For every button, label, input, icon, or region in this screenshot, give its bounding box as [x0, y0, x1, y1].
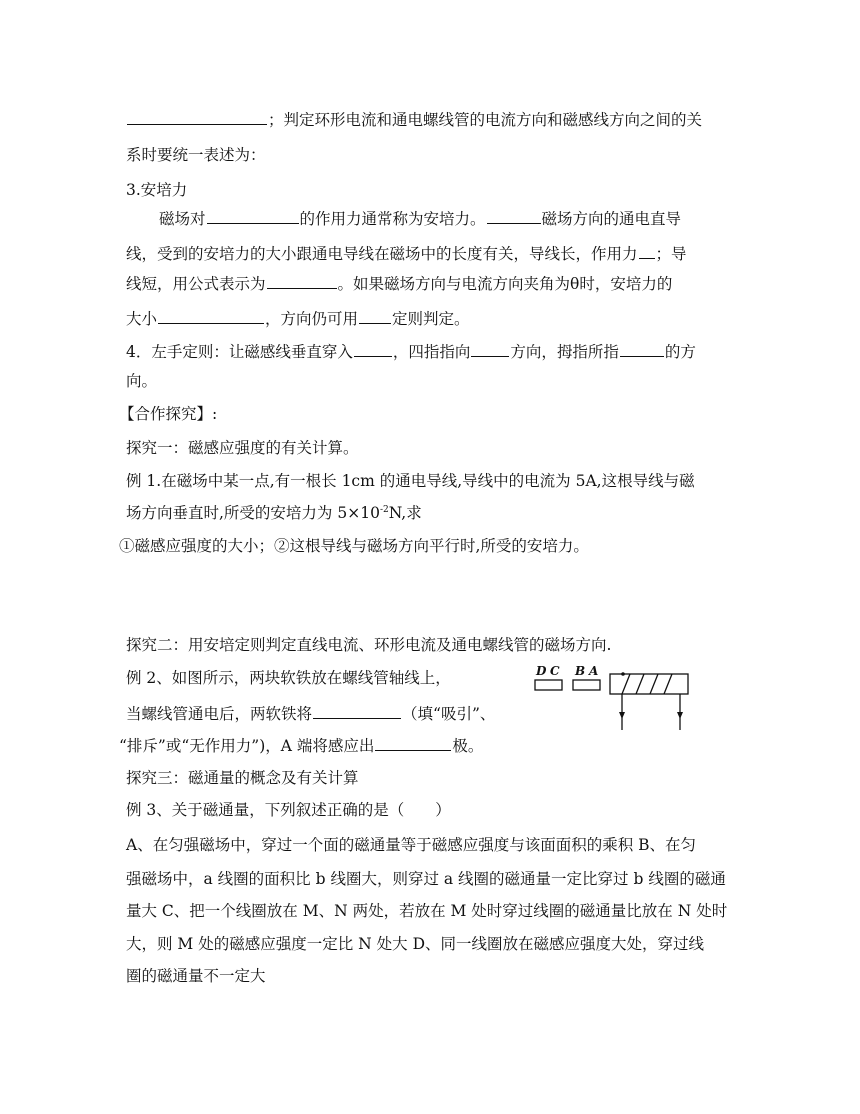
- text-line-21: [126, 834, 696, 856]
- blank: [127, 108, 267, 125]
- blank: [620, 340, 664, 357]
- text: 。如果磁场方向与电流方向夹角为θ时，安培力的: [337, 275, 673, 293]
- soft-iron-ba: [573, 680, 600, 690]
- section-heading-ampere-force: [126, 179, 187, 201]
- text: ，方向仍可用: [265, 310, 359, 328]
- text-line-25: [126, 965, 266, 987]
- text: 场方向垂直时,所受的安培力为 5×10: [126, 504, 380, 522]
- text: 当螺线管通电后，两软铁将: [126, 705, 313, 723]
- text-line-22: [126, 868, 726, 890]
- text-line-23: [126, 900, 727, 922]
- solenoid-core: [610, 674, 688, 694]
- label-b: B: [575, 664, 586, 678]
- text: 系时要统一表述为：: [126, 146, 266, 164]
- text: 线短，用公式表示为: [126, 275, 266, 293]
- text: 线，受到的安培力的大小跟通电导线在磁场中的长度有关，导线长，作用力: [126, 245, 638, 263]
- text-line-2: [126, 144, 266, 166]
- blank: [375, 734, 451, 751]
- text: 向。: [126, 372, 158, 390]
- text: ①磁感应强度的大小；②这根导线与磁场方向平行时,所受的安培力。: [119, 537, 589, 555]
- label-c: C: [550, 664, 560, 678]
- blank: [313, 702, 401, 719]
- blank: [487, 207, 541, 224]
- text: 探究三：磁通量的概念及有关计算: [126, 769, 359, 787]
- blank: [639, 242, 655, 259]
- text-line-8: [126, 340, 696, 363]
- text: 定则判定。: [392, 310, 470, 328]
- text: 的方: [664, 343, 696, 361]
- text: 极。: [452, 737, 484, 755]
- blank: [359, 307, 391, 324]
- text: ；判定环形电流和通电螺线管的电流方向和磁感线方向之间的关: [268, 111, 703, 129]
- text: 大小: [126, 310, 158, 328]
- text-line-6: [126, 272, 672, 295]
- text-line-11: [126, 437, 359, 459]
- text: 探究二：用安培定则判定直线电流、环形电流及通电螺线管的磁场方向.: [126, 636, 612, 654]
- text: ，四指指向: [392, 343, 471, 361]
- exponent: -2: [379, 504, 389, 515]
- text-line-18: [119, 734, 483, 757]
- text-line-4: [159, 207, 681, 230]
- blank: [158, 307, 264, 324]
- text: 量大 C、把一个线圈放在 M、N 两处，若放在 M 处时穿过线圈的磁通量比放在 N 处时: [126, 902, 728, 920]
- text-line-17: [126, 702, 495, 725]
- text: 的作用力通常称为安培力。: [299, 210, 486, 228]
- text: 4．左手定则：让磁感线垂直穿入: [126, 343, 353, 361]
- text-line-15: [126, 634, 611, 656]
- text-line-7: [126, 307, 470, 330]
- text-line-16: [126, 667, 451, 689]
- solenoid-figure: [530, 660, 700, 732]
- coil-windings: [622, 674, 672, 694]
- text-line-12: [126, 470, 695, 492]
- text: 3.安培力: [126, 181, 188, 199]
- text: “排斥”或“无作用力”)，A 端将感应出: [119, 737, 375, 755]
- text: 圈的磁通量不一定大: [126, 967, 266, 985]
- text-line-9: [126, 370, 157, 392]
- winding-dot: [621, 672, 625, 676]
- text: 【合作探究】:: [119, 405, 218, 423]
- text: A、在匀强磁场中，穿过一个面的磁通量等于磁感应强度与该面面积的乘积 B、在匀: [126, 836, 697, 854]
- label-d: D: [536, 664, 547, 678]
- current-arrow-left: [619, 712, 625, 719]
- text: 例 1.在磁场中某一点,有一根长 1cm 的通电导线,导线中的电流为 5A,这根导线与磁: [126, 472, 695, 490]
- text: 例 3、关于磁通量，下列叙述正确的是（ ）: [126, 801, 451, 819]
- blank: [207, 207, 299, 224]
- text-line-13: [126, 502, 422, 524]
- text-line-1: [126, 108, 702, 131]
- soft-iron-dc: [535, 680, 562, 690]
- text: 探究一：磁感应强度的有关计算。: [126, 439, 359, 457]
- text-line-14: [119, 535, 589, 557]
- text: N,求: [388, 504, 422, 522]
- text: 强磁场中，a 线圈的面积比 b 线圈大，则穿过 a 线圈的磁通量一定比穿过 b 线圈的磁通: [126, 870, 726, 888]
- label-a: A: [589, 664, 599, 678]
- text: 磁场方向的通电直导: [541, 210, 682, 228]
- section-heading-cooperative: [119, 403, 217, 425]
- blank: [471, 340, 509, 357]
- text: 磁场对: [159, 210, 206, 228]
- blank: [267, 272, 337, 289]
- text: 大，则 M 处的磁感应强度一定比 N 处大 D、同一线圈放在磁感应强度大处，穿过线: [126, 935, 704, 953]
- text: ；导: [655, 245, 687, 263]
- text-line-5: [126, 242, 687, 265]
- text-line-20: [126, 799, 451, 821]
- blank: [354, 340, 392, 357]
- text: （填“吸引”、: [402, 705, 496, 723]
- section-heading-flux: [126, 767, 359, 789]
- text: 方向，拇指所指: [510, 343, 619, 361]
- current-arrow-right: [677, 712, 683, 719]
- text-line-24: [126, 933, 704, 955]
- text: 例 2、如图所示，两块软铁放在螺线管轴线上，: [126, 669, 451, 687]
